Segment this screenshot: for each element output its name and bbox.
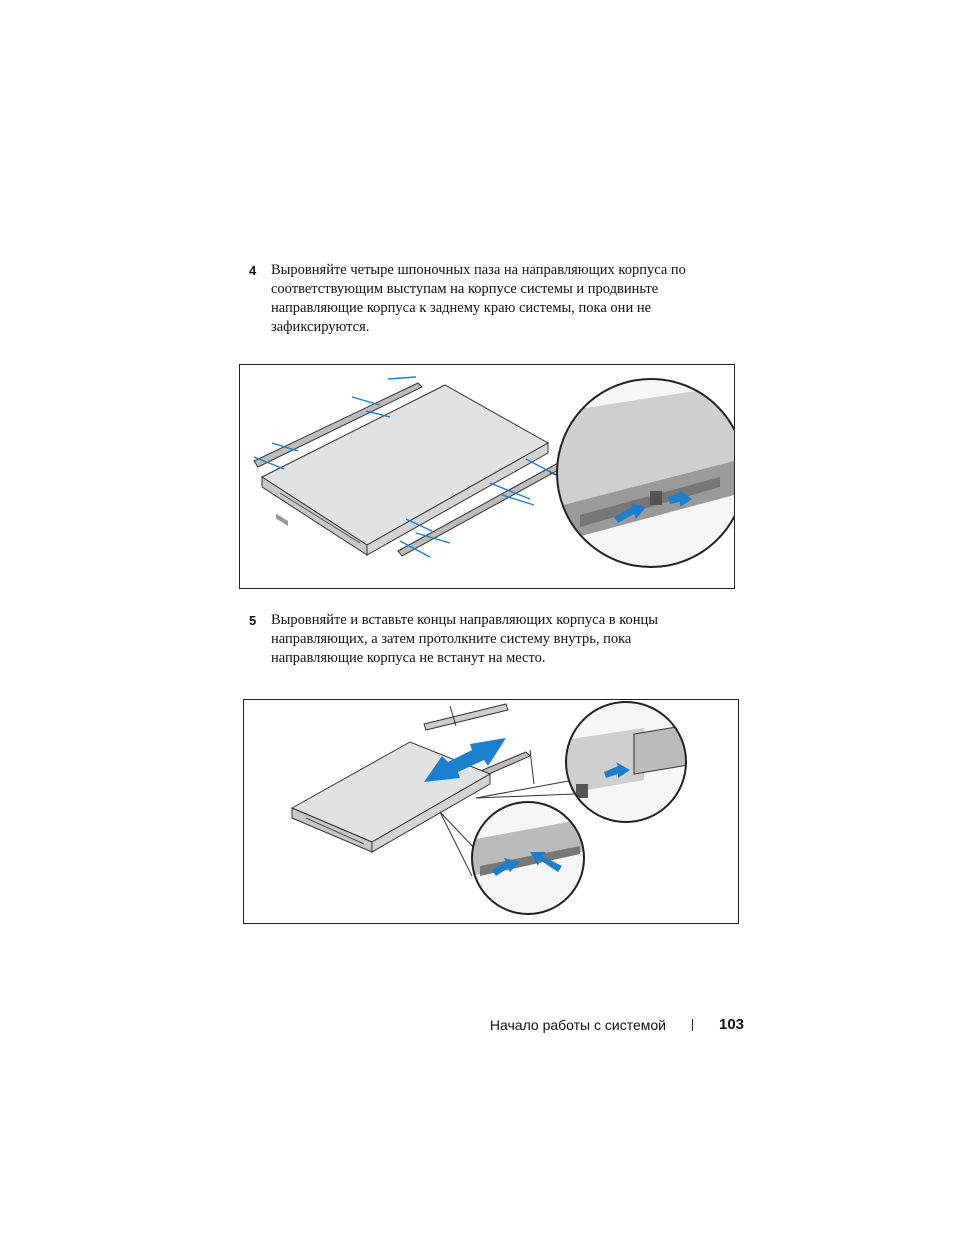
step-number: 5 <box>249 613 257 628</box>
figure-chassis-rail-attachment <box>239 364 735 589</box>
step-number: 4 <box>249 263 257 278</box>
chassis-rail-illustration <box>240 365 734 588</box>
page-number: 103 <box>719 1016 745 1033</box>
figure-system-slide-in <box>243 699 739 924</box>
footer-section-title: Начало работы с системой <box>489 1017 666 1033</box>
step-text: Выровняйте и вставьте концы направляющих корпуса в концы направляющих, а затем протолкните систему внутрь, пока направляющие корпуса не встанут на место. <box>271 612 659 666</box>
step-text: Выровняйте четыре шпоночных паза на направляющих корпуса по соответствующим выступам на корпусе системы и продвиньте направляющие корпуса к заднему краю системы, пока они не зафиксируются. <box>271 262 686 335</box>
footer-divider <box>692 1019 693 1031</box>
page-footer <box>0 1014 954 1034</box>
slide-in-illustration <box>244 700 738 923</box>
